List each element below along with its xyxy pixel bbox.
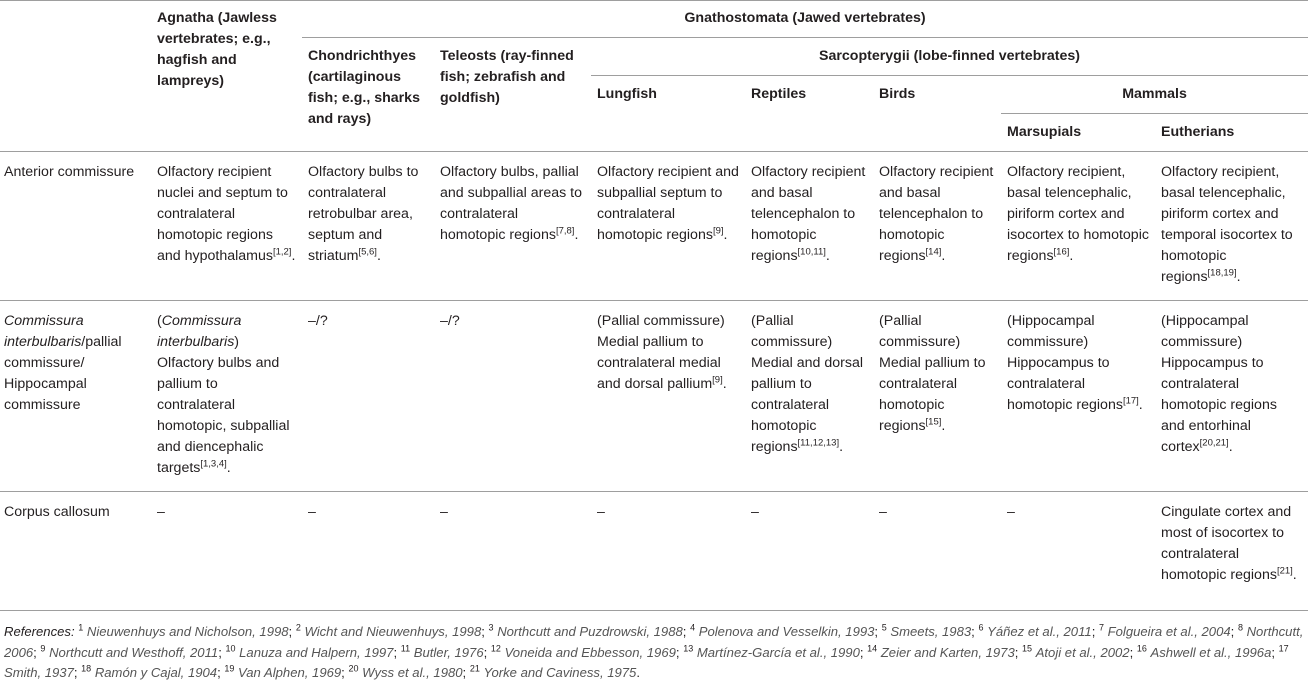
reference-item: $^{12}$ Voneida and Ebbesson, 1969; [490,643,680,660]
reference-item: $^{16}$ Ashwell et al., 1996a; [1136,643,1276,660]
agnatha-header: Agnatha (Jawless vertebrates; e.g., hagfish and lampreys) [151,0,302,152]
cell-marsupials: – [1007,504,1015,520]
reference-link[interactable]: Lanuza and Halpern, 1997 [239,644,394,660]
header-row-1 [0,0,1308,38]
reference-item: $^{17}$ Smith, 1937; [4,643,1289,680]
cell-reptiles [745,301,873,492]
reference-item: $^2$ Wicht and Nieuwenhuys, 1998; [295,622,485,639]
reference-item: $^5$ Smeets, 1983; [881,622,975,639]
table-row-corpus-callosum [0,492,1308,599]
birds-header: Birds [873,76,1001,152]
reference-number: 17 [1278,643,1289,654]
cell-text: Cingulate cortex and most of isocortex to contralateral homotopic regions [1161,504,1292,583]
reference-link[interactable]: Yáñez et al., 2011 [987,624,1092,639]
cell-text: Medial and dorsal pallium to contralateral homotopic regions [751,355,863,455]
teleosts-header: Teleosts (ray-finned fish; zebrafish and goldfish) [434,38,591,152]
cell-marsupials [1001,152,1155,301]
citation: [9] [712,225,724,237]
cell-end: . [1069,248,1074,264]
reference-link[interactable]: Wyss et al., 1980 [362,665,463,680]
cell-prefix-italic: Commissura interbulbaris [157,313,242,350]
table-row-anterior-commissure [0,152,1308,301]
cell-eutherians [1155,492,1308,599]
cell-end: . [825,248,830,264]
cell-prefix: (Pallial commissure) [751,313,833,350]
cell-eutherians [1155,152,1308,301]
reference-link[interactable]: Van Alphen, 1969 [238,665,342,680]
cell-end: . [574,227,579,243]
reference-item: $^{15}$ Atoji et al., 2002; [1022,643,1134,660]
reference-link[interactable]: Zeier and Karten, 1973 [880,644,1015,660]
row-label-anterior-commissure: Anterior commissure [4,164,135,180]
citation: [14] [925,246,942,258]
cell-birds: – [879,504,887,520]
cell-end: . [376,248,381,264]
reference-link[interactable]: Polenova and Vesselkin, 1993 [698,624,875,639]
cell-chondrichthyes: – [308,504,316,520]
reference-number: 7 [1098,622,1104,633]
reference-link[interactable]: Martínez-García et al., 1990 [696,644,860,660]
reference-link[interactable]: Folgueira et al., 2004 [1107,624,1231,639]
references-footnote [4,622,1304,684]
cell-end: . [839,439,844,455]
reference-link[interactable]: Butler, 1976 [413,644,484,660]
reference-number: 4 [690,622,696,633]
reference-number: 20 [348,663,359,674]
reference-link[interactable]: Atoji et al., 2002 [1035,644,1130,660]
citation: [17] [1122,395,1139,407]
reptiles-header: Reptiles [745,76,873,152]
reference-item: $^{13}$ Martínez-García et al., 1990; [683,643,864,660]
reference-item: $^6$ Yáñez et al., 2011; [978,622,1096,639]
chondrichthyes-header: Chondrichthyes (cartilaginous fish; e.g., sharks and rays) [302,38,434,152]
table-bottom-rule [0,610,1308,611]
cell-end: . [1228,439,1233,455]
reference-item: $^{20}$ Wyss et al., 1980; [348,663,467,680]
reference-number: 12 [490,643,501,654]
citation: [18,19] [1207,267,1237,279]
reference-number: 13 [683,643,694,654]
citation: [16] [1053,246,1070,258]
reference-item: $^9$ Northcutt and Westhoff, 2011; [40,643,222,660]
cell-eutherians [1155,301,1308,492]
reference-link[interactable]: Smith, 1937 [4,665,74,680]
reference-item: $^4$ Polenova and Vesselkin, 1993; [690,622,879,639]
reference-number: 19 [224,663,235,674]
cell-reptiles [745,152,873,301]
citation: [5,6] [358,246,377,258]
reference-number: 1 [78,622,84,633]
cell-prefix: (Hippocampal commissure) [1007,313,1095,350]
cell-text: Medial pallium to contralateral medial and dorsal pallium [597,334,721,392]
cell-end: . [226,460,231,476]
cell-end: . [723,227,728,243]
eutherians-header: Eutherians [1155,114,1308,152]
cell-birds [873,152,1001,301]
citation: [11,12,13] [797,437,840,449]
reference-number: 3 [488,622,494,633]
reference-item: $^8$ Northcutt, 2006; [4,622,1304,660]
citation: [7,8] [555,225,575,237]
cell-text: Olfactory recipient and basal telencephalon to homotopic regions [879,164,994,264]
cell-chondrichthyes [302,152,434,301]
cell-lungfish [591,152,745,301]
reference-item: $^7$ Folgueira et al., 2004; [1098,622,1235,639]
cell-text: Olfactory bulbs and pallium to contralateral homotopic, subpallial and diencephalic targets [157,355,290,476]
cell-birds [873,301,1001,492]
cell-text: Olfactory recipient and basal telencephalon to homotopic regions [751,164,866,264]
cell-lungfish: – [597,504,605,520]
cell-prefix: (Pallial commissure) [597,313,725,329]
table-row-pallial-commissure [0,301,1308,492]
cell-agnatha [151,301,302,492]
reference-number: 14 [867,643,878,654]
mammals-header: Mammals [1001,76,1308,114]
cell-end: . [1138,397,1143,413]
cell-text: Olfactory recipient, basal telencephalic, piriform cortex and temporal isocortex to homotopic regions [1161,164,1293,285]
cell-end: . [941,248,946,264]
row-label-rest: /pallial commissure/ Hippocampal commissure [4,334,122,413]
cell-end: . [291,248,296,264]
reference-item: $^{11}$ Butler, 1976; [400,643,488,660]
reference-number: 16 [1136,643,1147,654]
cell-text: Olfactory recipient and subpallial septum to contralateral homotopic regions [597,164,739,243]
reference-number: 5 [881,622,887,633]
reference-number: 8 [1237,622,1243,633]
reference-link[interactable]: Yorke and Caviness, 1975 [483,665,637,680]
empty-corner-header [0,0,151,152]
citation: [21] [1276,565,1293,577]
cell-prefix-close: ) [234,334,240,350]
reference-number: 11 [400,643,411,654]
references-label: References: [4,624,75,639]
cell-prefix-open: ( [157,313,162,329]
reference-number: 21 [469,663,480,674]
cell-text: Olfactory bulbs, pallial and subpallial areas to contralateral homotopic regions [440,164,582,243]
citation: [1,2] [272,246,292,258]
reference-number: 10 [225,643,236,654]
reference-link[interactable]: Ramón y Cajal, 1904 [94,665,218,680]
reference-item: $^{14}$ Zeier and Karten, 1973; [867,643,1019,660]
cell-teleosts: – [440,504,448,520]
reference-link[interactable]: Northcutt and Westhoff, 2011 [49,644,219,660]
cell-text: Medial pallium to contralateral homotopic regions [879,355,986,434]
cell-chondrichthyes: –/? [308,313,328,329]
cell-text: Olfactory recipient, basal telencephalic, piriform cortex and isocortex to homotopic regions [1007,164,1149,264]
cell-text: Hippocampus to contralateral homotopic regions [1007,355,1123,413]
references-list [4,624,1303,680]
reference-link[interactable]: Northcutt, 2006 [4,624,1304,660]
reference-link[interactable]: Wicht and Nieuwenhuys, 1998 [304,624,482,639]
reference-number: 2 [295,622,301,633]
cell-agnatha: – [157,504,165,520]
reference-number: 9 [40,643,46,654]
row-label-pallial-commissure [0,301,151,492]
reference-item: $^{10}$ Lanuza and Halpern, 1997; [225,643,398,660]
marsupials-header: Marsupials [1001,114,1155,152]
cell-end: . [941,418,946,434]
cell-end: . [1292,567,1297,583]
cell-prefix: (Pallial commissure) [879,313,961,350]
cell-agnatha [151,152,302,301]
row-label-corpus-callosum: Corpus callosum [4,504,110,520]
cell-lungfish [591,301,745,492]
reference-item: $^{21}$ Yorke and Caviness, 1975. [469,663,640,680]
citation: [9] [712,374,723,386]
citation: [15] [925,416,942,428]
cell-teleosts [434,152,591,301]
cell-text: Hippocampus to contralateral homotopic regions and entorhinal cortex [1161,355,1277,455]
reference-item: $^{19}$ Van Alphen, 1969; [224,663,345,680]
reference-item: $^3$ Northcutt and Puzdrowski, 1988; [488,622,687,639]
reference-item: $^1$ Nieuwenhuys and Nicholson, 1998; [78,622,293,639]
citation: [1,3,4] [200,458,227,470]
reference-link[interactable]: Ashwell et al., 1996a [1150,644,1272,660]
sarcopterygii-header: Sarcopterygii (lobe-finned vertebrates) [819,48,1080,64]
reference-item: $^{18}$ Ramón y Cajal, 1904; [81,663,221,680]
cell-marsupials [1001,301,1155,492]
reference-number: 15 [1022,643,1033,654]
cell-end: . [1236,269,1241,285]
gnathostomata-header: Gnathostomata (Jawed vertebrates) [302,0,1308,38]
reference-number: 6 [978,622,984,633]
cell-end: . [722,376,727,392]
reference-link[interactable]: Smeets, 1983 [890,624,972,639]
cell-reptiles: – [751,504,759,520]
reference-link[interactable]: Northcutt and Puzdrowski, 1988 [497,624,683,639]
citation: [10,11] [797,246,826,258]
cell-teleosts: –/? [440,313,460,329]
cell-text: Olfactory recipient nuclei and septum to contralateral homotopic regions and hypothalamus [157,164,288,264]
cell-text: Olfactory bulbs to contralateral retrobulbar area, septum and striatum [308,164,419,264]
citation: [20,21] [1199,437,1229,449]
lungfish-header: Lungfish [591,76,745,152]
reference-link[interactable]: Nieuwenhuys and Nicholson, 1998 [86,624,289,639]
reference-number: 18 [81,663,92,674]
row-label-italic: Commissura interbulbaris [4,313,84,350]
reference-link[interactable]: Voneida and Ebbesson, 1969 [504,644,676,660]
cell-prefix: (Hippocampal commissure) [1161,313,1249,350]
